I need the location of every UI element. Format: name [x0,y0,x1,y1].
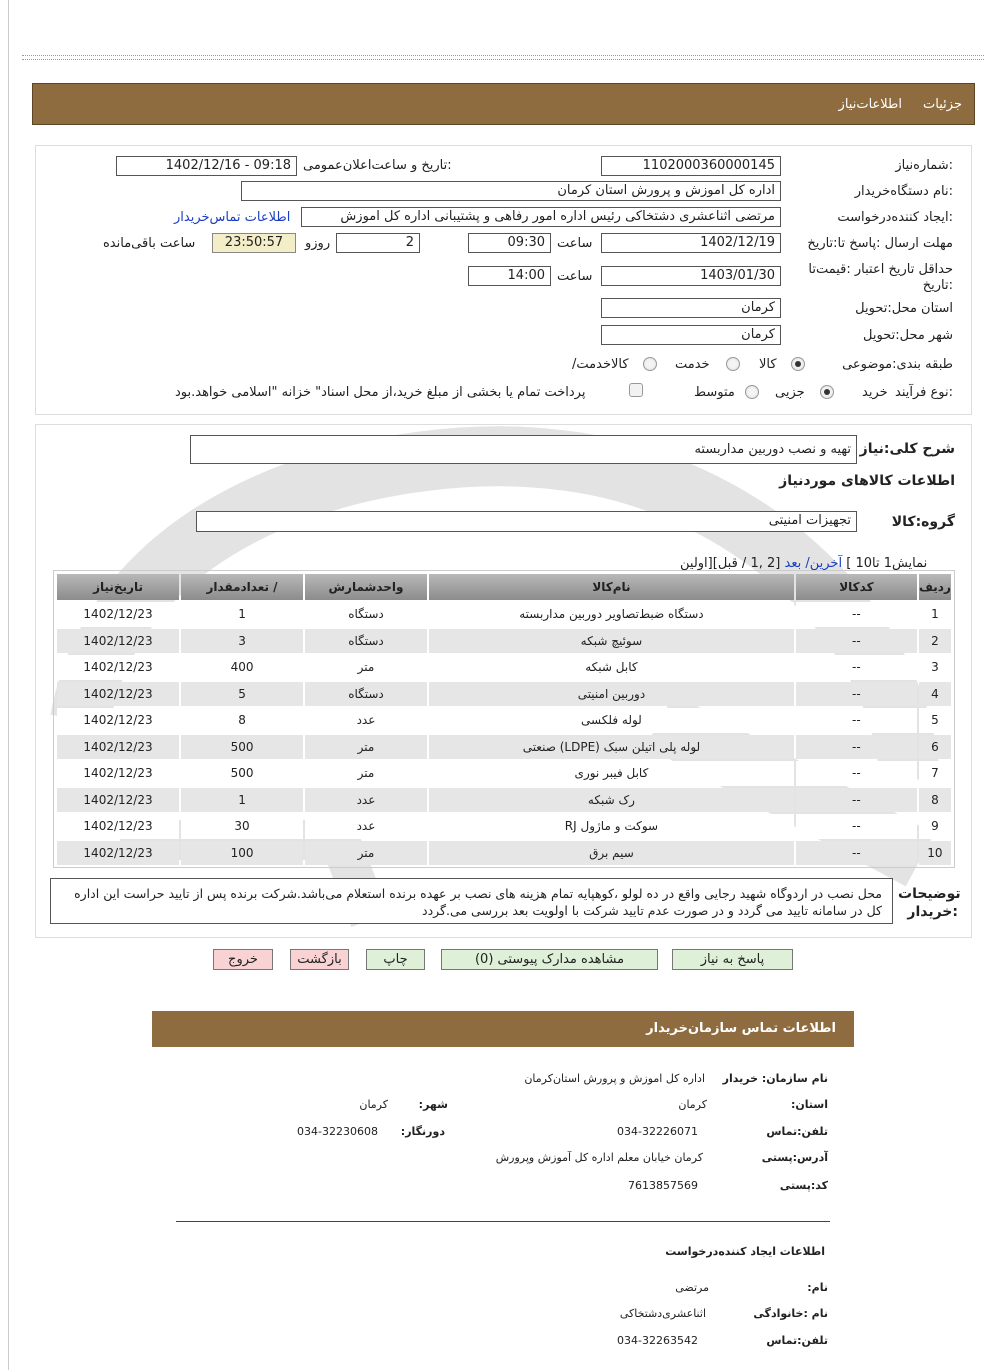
table-cell: 8 [919,788,951,813]
table-cell: متر [305,735,427,760]
category-goods-text: کالا [759,357,777,372]
contact-city-label: :شهر [418,1098,448,1111]
table-cell: 5 [181,682,303,707]
table-cell: دستگاه ضبط‌تصاویر دوربین مداربسته [429,602,794,627]
contact-divider [176,1221,830,1222]
col-qty: / تعدادمقدار [181,574,303,600]
page-left-border [8,0,9,1370]
process-partial-text: جزیی [775,385,805,400]
table-cell: سیم برق [429,841,794,866]
table-cell: 1402/12/23 [57,841,179,866]
buyer-label: نام دستگاه‌خریدار: [854,184,953,199]
category-both-radio[interactable] [643,357,657,371]
validity-label: حداقل تاریخ اعتبار :قیمت‌تا تاریخ: [808,262,953,293]
header-bar [32,83,975,125]
city-field: کرمان [601,325,781,345]
remaining-label: ساعت باقی‌مانده [103,236,196,251]
table-cell: متر [305,841,427,866]
table-cell: -- [796,814,917,839]
creator-name-label: :نام [807,1281,828,1294]
creator-label: ایجاد کننده‌درخواست: [837,210,953,225]
table-cell: 4 [919,682,951,707]
announce-field: 1402/12/16 - 09:18 [116,156,297,176]
org-label: نام سازمان: خریدار [722,1072,828,1085]
process-label: نوع فرآیند: [895,385,953,400]
reply-button[interactable]: پاسخ به نیاز [672,949,793,970]
table-cell: 1402/12/23 [57,788,179,813]
table-cell: 6 [919,735,951,760]
process-medium-text: متوسط [694,385,735,400]
creator-name-value: مرتضی [675,1281,709,1294]
need-number-label: شماره‌نیاز: [895,158,953,173]
creator-phone-label: تلفن:تماس [766,1334,828,1347]
need-number-field: 1102000360000145 [601,156,781,176]
table-row [57,814,951,839]
table-cell: سوئیچ شبکه [429,629,794,654]
table-cell: لوله فلکسی [429,708,794,733]
validity-time-label: ساعت [557,269,593,284]
category-service-radio[interactable] [726,357,740,371]
goods-table [55,572,953,867]
table-cell: 1402/12/23 [57,708,179,733]
table-row [57,682,951,707]
table-cell: 9 [919,814,951,839]
exit-button[interactable]: خروج [213,949,273,970]
table-cell: -- [796,655,917,680]
buyer-contact-link[interactable]: اطلاعات تماس‌خریدار [174,210,291,225]
table-cell: 500 [181,735,303,760]
table-cell: 1402/12/23 [57,735,179,760]
col-code: کدکالا [796,574,917,600]
province-label: استان محل:تحویل [855,301,953,316]
remaining-timer: 23:50:57 [212,233,296,253]
category-both-text: /کالاخدمت [572,357,629,372]
table-cell: -- [796,629,917,654]
table-cell: کابل فیبر نوری [429,761,794,786]
contact-fax-value: 034-32230608 [297,1125,378,1138]
table-cell: 1402/12/23 [57,629,179,654]
table-cell: 400 [181,655,303,680]
table-row [57,629,951,654]
category-label: طبقه بندی:موضوعی [842,357,953,372]
col-name: نام‌کالا [429,574,794,600]
creator-field: مرتضی اثناعشری دشتخاکی رئیس اداره امور رفاهی و پشتیبانی اداره کل اموزش [301,207,781,227]
table-row [57,841,951,866]
table-cell: -- [796,602,917,627]
table-row [57,788,951,813]
table-cell: -- [796,841,917,866]
back-button[interactable]: بازگشت [290,949,349,970]
creator-phone-value: 034-32263542 [617,1334,698,1347]
table-cell: 1 [919,602,951,627]
table-cell: عدد [305,708,427,733]
table-cell: لوله پلی اتیلن سبک (LDPE) صنعتی [429,735,794,760]
table-cell: 500 [181,761,303,786]
pagination-pages[interactable]: [2 ,1 / قبل][اولین [680,556,781,571]
table-cell: 7 [919,761,951,786]
process-partial-radio[interactable] [820,385,834,399]
summary-label: شرح کلی:نیاز [859,441,955,457]
creator-family-value: اثناعشری‌دشتخاکی [619,1307,706,1320]
contact-header-bar [152,1011,854,1047]
contact-title: اطلاعات تماس سازمان‌خریدار [646,1021,836,1036]
pagination-last[interactable]: آخرین/ [805,556,843,571]
table-cell: 10 [919,841,951,866]
province-field: کرمان [601,298,781,318]
table-cell: 3 [181,629,303,654]
col-row: ردیف [919,574,951,600]
creator-info-title: اطلاعات ایجاد کننده‌درخواست [665,1245,825,1258]
table-cell: متر [305,761,427,786]
org-value: اداره کل اموزش و پرورش استان‌کرمان [524,1072,705,1085]
pagination [680,556,927,571]
goods-section-title: اطلاعات کالاهای موردنیاز [779,473,955,489]
table-cell: 1402/12/23 [57,761,179,786]
print-button[interactable]: چاپ [366,949,425,970]
table-row [57,735,951,760]
table-cell: دستگاه [305,602,427,627]
table-row [57,602,951,627]
contact-address-value: کرمان خیابان معلم اداره کل آموزش وپرورش [495,1151,703,1164]
deadline-time-field: 09:30 [468,233,551,253]
process-medium-radio[interactable] [745,385,759,399]
table-cell: 1402/12/23 [57,602,179,627]
creator-family-label: نام :خانوادگی [753,1307,828,1320]
notes-label: توضیحات :خریدار [898,886,961,920]
goods-group-label: گروه:کالا [891,514,955,530]
col-date: تاریخ‌نیاز [57,574,179,600]
table-cell: 3 [919,655,951,680]
deadline-time-label: ساعت [557,236,593,251]
days-field: 2 [336,233,420,253]
pagination-range: نمایش1 تا10 ] [846,556,928,571]
validity-date-field: 1403/01/30 [601,266,781,286]
contact-city-value: کرمان [359,1098,388,1111]
table-cell: دستگاه [305,629,427,654]
table-cell: عدد [305,788,427,813]
table-cell: -- [796,761,917,786]
table-cell: سوکت و ماژول RJ [429,814,794,839]
contact-address-label: آدرس:پستی [761,1151,828,1164]
tab-details[interactable]: جزئیات [923,97,962,112]
top-divider [22,55,984,60]
table-cell: 1402/12/23 [57,655,179,680]
pagination-next[interactable]: بعد [784,556,802,571]
view-documents-button[interactable]: مشاهده مدارک پیوستی (0) [441,949,658,970]
category-goods-radio[interactable] [791,357,805,371]
table-cell: -- [796,735,917,760]
announce-label: تاریخ و ساعت‌اعلان‌عمومی: [303,158,452,173]
deadline-date-field: 1402/12/19 [601,233,781,253]
table-cell: 8 [181,708,303,733]
table-cell: کابل شبکه [429,655,794,680]
col-unit: واحدشمارش [305,574,427,600]
table-cell: 2 [919,629,951,654]
table-row [57,761,951,786]
buyer-field: اداره کل اموزش و پرورش استان کرمان [241,181,781,201]
contact-phone-value: 034-32226071 [617,1125,698,1138]
table-cell: 30 [181,814,303,839]
deadline-label: مهلت ارسال :پاسخ تا:تاریخ [807,236,953,251]
table-cell: 100 [181,841,303,866]
table-cell: -- [796,682,917,707]
table-cell: 1 [181,602,303,627]
contact-fax-label: :دورنگار [400,1125,445,1138]
table-cell: -- [796,708,917,733]
table-cell: -- [796,788,917,813]
table-row [57,708,951,733]
table-cell: 5 [919,708,951,733]
contact-province-label: :استان [790,1098,828,1111]
table-cell: 1402/12/23 [57,682,179,707]
category-service-text: خدمت [675,357,710,372]
table-cell: 1 [181,788,303,813]
city-label: شهر محل:تحویل [863,328,953,343]
table-cell: 1402/12/23 [57,814,179,839]
days-label: روزو [305,236,331,251]
table-cell: دوربین امنیتی [429,682,794,707]
contact-postal-label: کد:پستی [779,1179,828,1192]
contact-postal-value: 7613857569 [628,1179,698,1192]
validity-time-field: 14:00 [468,266,551,286]
table-cell: دستگاه [305,682,427,707]
tab-need-info[interactable]: اطلاعات‌نیاز [838,97,902,112]
summary-field: تهیه و نصب دوربین مداربسته [190,435,857,464]
contact-phone-label: تلفن:تماس [766,1125,828,1138]
notes-field: محل نصب در اردوگاه شهید رجایی واقع در ده لولو ،کوهپایه تمام هزینه های نصب بر عهده برنده استعلام می‌باشد.شرکت برنده پس از تایید حراست این اداره کل در سامانه تایید می گردد و در صورت عدم تایید شرکت با اولویت بعد بررسی می.گردد [50,878,893,924]
treasury-payment-checkbox[interactable] [629,383,643,397]
treasury-payment-text: پرداخت تمام یا بخشی از مبلغ خرید،از محل اسناد" خزانه "اسلامی خواهد.بود [175,385,586,400]
table-cell: متر [305,655,427,680]
process-buy-text: خرید [862,385,888,400]
table-cell: عدد [305,814,427,839]
goods-group-field: تجهیزات امنیتی [196,511,857,532]
table-row [57,655,951,680]
contact-province-value: کرمان [678,1098,707,1111]
table-cell: رک شبکه [429,788,794,813]
